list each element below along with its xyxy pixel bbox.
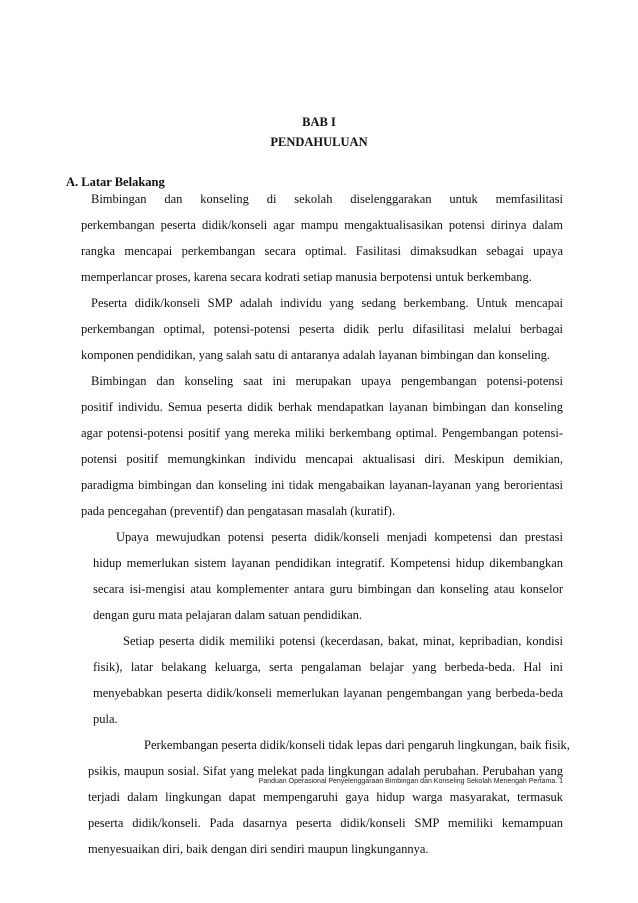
chapter-title: PENDAHULUAN [270, 135, 368, 149]
paragraph-line: peserta didik/konseli. Pada dasarnya peserta didik/konseli SMP memiliki kemampuan [88, 816, 563, 830]
paragraph-line: Peserta didik/konseli SMP adalah individu yang sedang berkembang. Untuk mencapai [91, 296, 563, 310]
paragraph-line: psikis, maupun sosial. Sifat yang melekat pada lingkungan adalah perubahan. Perubahan yang [88, 764, 563, 778]
paragraph-line: paradigma bimbingan dan konseling ini tidak mengabaikan layanan-layanan yang berorientasi [81, 478, 563, 492]
paragraph-line: secara isi-mengisi atau komplementer antara guru bimbingan dan konseling atau konselor [93, 582, 563, 596]
paragraph-line: dengan guru mata pelajaran dalam satuan pendidikan. [93, 608, 362, 622]
paragraph-line: positif individu. Semua peserta didik berhak mendapatkan layanan bimbingan dan konseling [81, 400, 563, 414]
paragraph-line: Perkembangan peserta didik/konseli tidak lepas dari pengaruh lingkungan, baik fisik, [144, 738, 570, 752]
paragraph-line: Bimbingan dan konseling saat ini merupakan upaya pengembangan potensi-potensi [91, 374, 563, 388]
paragraph-line: menyebabkan peserta didik/konseli memerlukan layanan pengembangan yang berbeda-beda [93, 686, 563, 700]
paragraph-line: Upaya mewujudkan potensi peserta didik/konseli menjadi kompetensi dan prestasi [116, 530, 563, 544]
paragraph-line: pada pencegahan (preventif) dan pengatasan masalah (kuratif). [81, 504, 396, 518]
paragraph-line: hidup memerlukan sistem layanan pendidikan integratif. Kompetensi hidup dikembangkan [93, 556, 563, 570]
paragraph-line: menyesuaikan diri, baik dengan diri sendiri maupun lingkungannya. [88, 842, 429, 856]
paragraph [81, 368, 563, 524]
paragraph [88, 732, 570, 862]
paragraph-line: pula. [93, 712, 118, 726]
paragraph-line: rangka mencapai perkembangan secara optimal. Fasilitasi dimaksudkan sebagai upaya [81, 244, 563, 258]
paragraph [81, 186, 563, 290]
paragraph-line: fisik), latar belakang keluarga, serta pengalaman belajar yang berbeda-beda. Hal ini [93, 660, 563, 674]
paragraph [93, 524, 563, 628]
section-heading: A. Latar Belakang [66, 175, 165, 189]
paragraph-line: Setiap peserta didik memiliki potensi (kecerdasan, bakat, minat, kepribadian, kondisi [123, 634, 563, 648]
page-footer: Panduan Operasional Penyelenggaraan Bimbingan dan Konseling Sekolah Menengah Pertama. 1 [258, 778, 563, 785]
paragraph-line: perkembangan optimal, potensi-potensi peserta didik perlu difasilitasi melalui berbagai [81, 322, 563, 336]
paragraph [93, 628, 563, 732]
paragraph-line: memperlancar proses, karena secara kodrati setiap manusia berpotensi untuk berkembang. [81, 270, 532, 284]
paragraph-line: potensi positif memungkinkan individu mencapai aktualisasi diri. Meskipun demikian, [81, 452, 563, 466]
paragraph-line: terjadi dalam lingkungan dapat mempengaruhi gaya hidup warga masyarakat, termasuk [88, 790, 563, 804]
paragraph-line: agar potensi-potensi positif yang mereka miliki berkembang optimal. Pengembangan potensi- [81, 426, 563, 440]
paragraph [81, 290, 563, 368]
paragraph-line: Bimbingan dan konseling di sekolah diselenggarakan untuk memfasilitasi [91, 192, 563, 206]
paragraph-line: komponen pendidikan, yang salah satu di antaranya adalah layanan bimbingan dan konseling. [81, 348, 550, 362]
paragraph-line: perkembangan peserta didik/konseli agar mampu mengaktualisasikan potensi dirinya dalam [81, 218, 563, 232]
chapter-number: BAB I [302, 115, 336, 129]
